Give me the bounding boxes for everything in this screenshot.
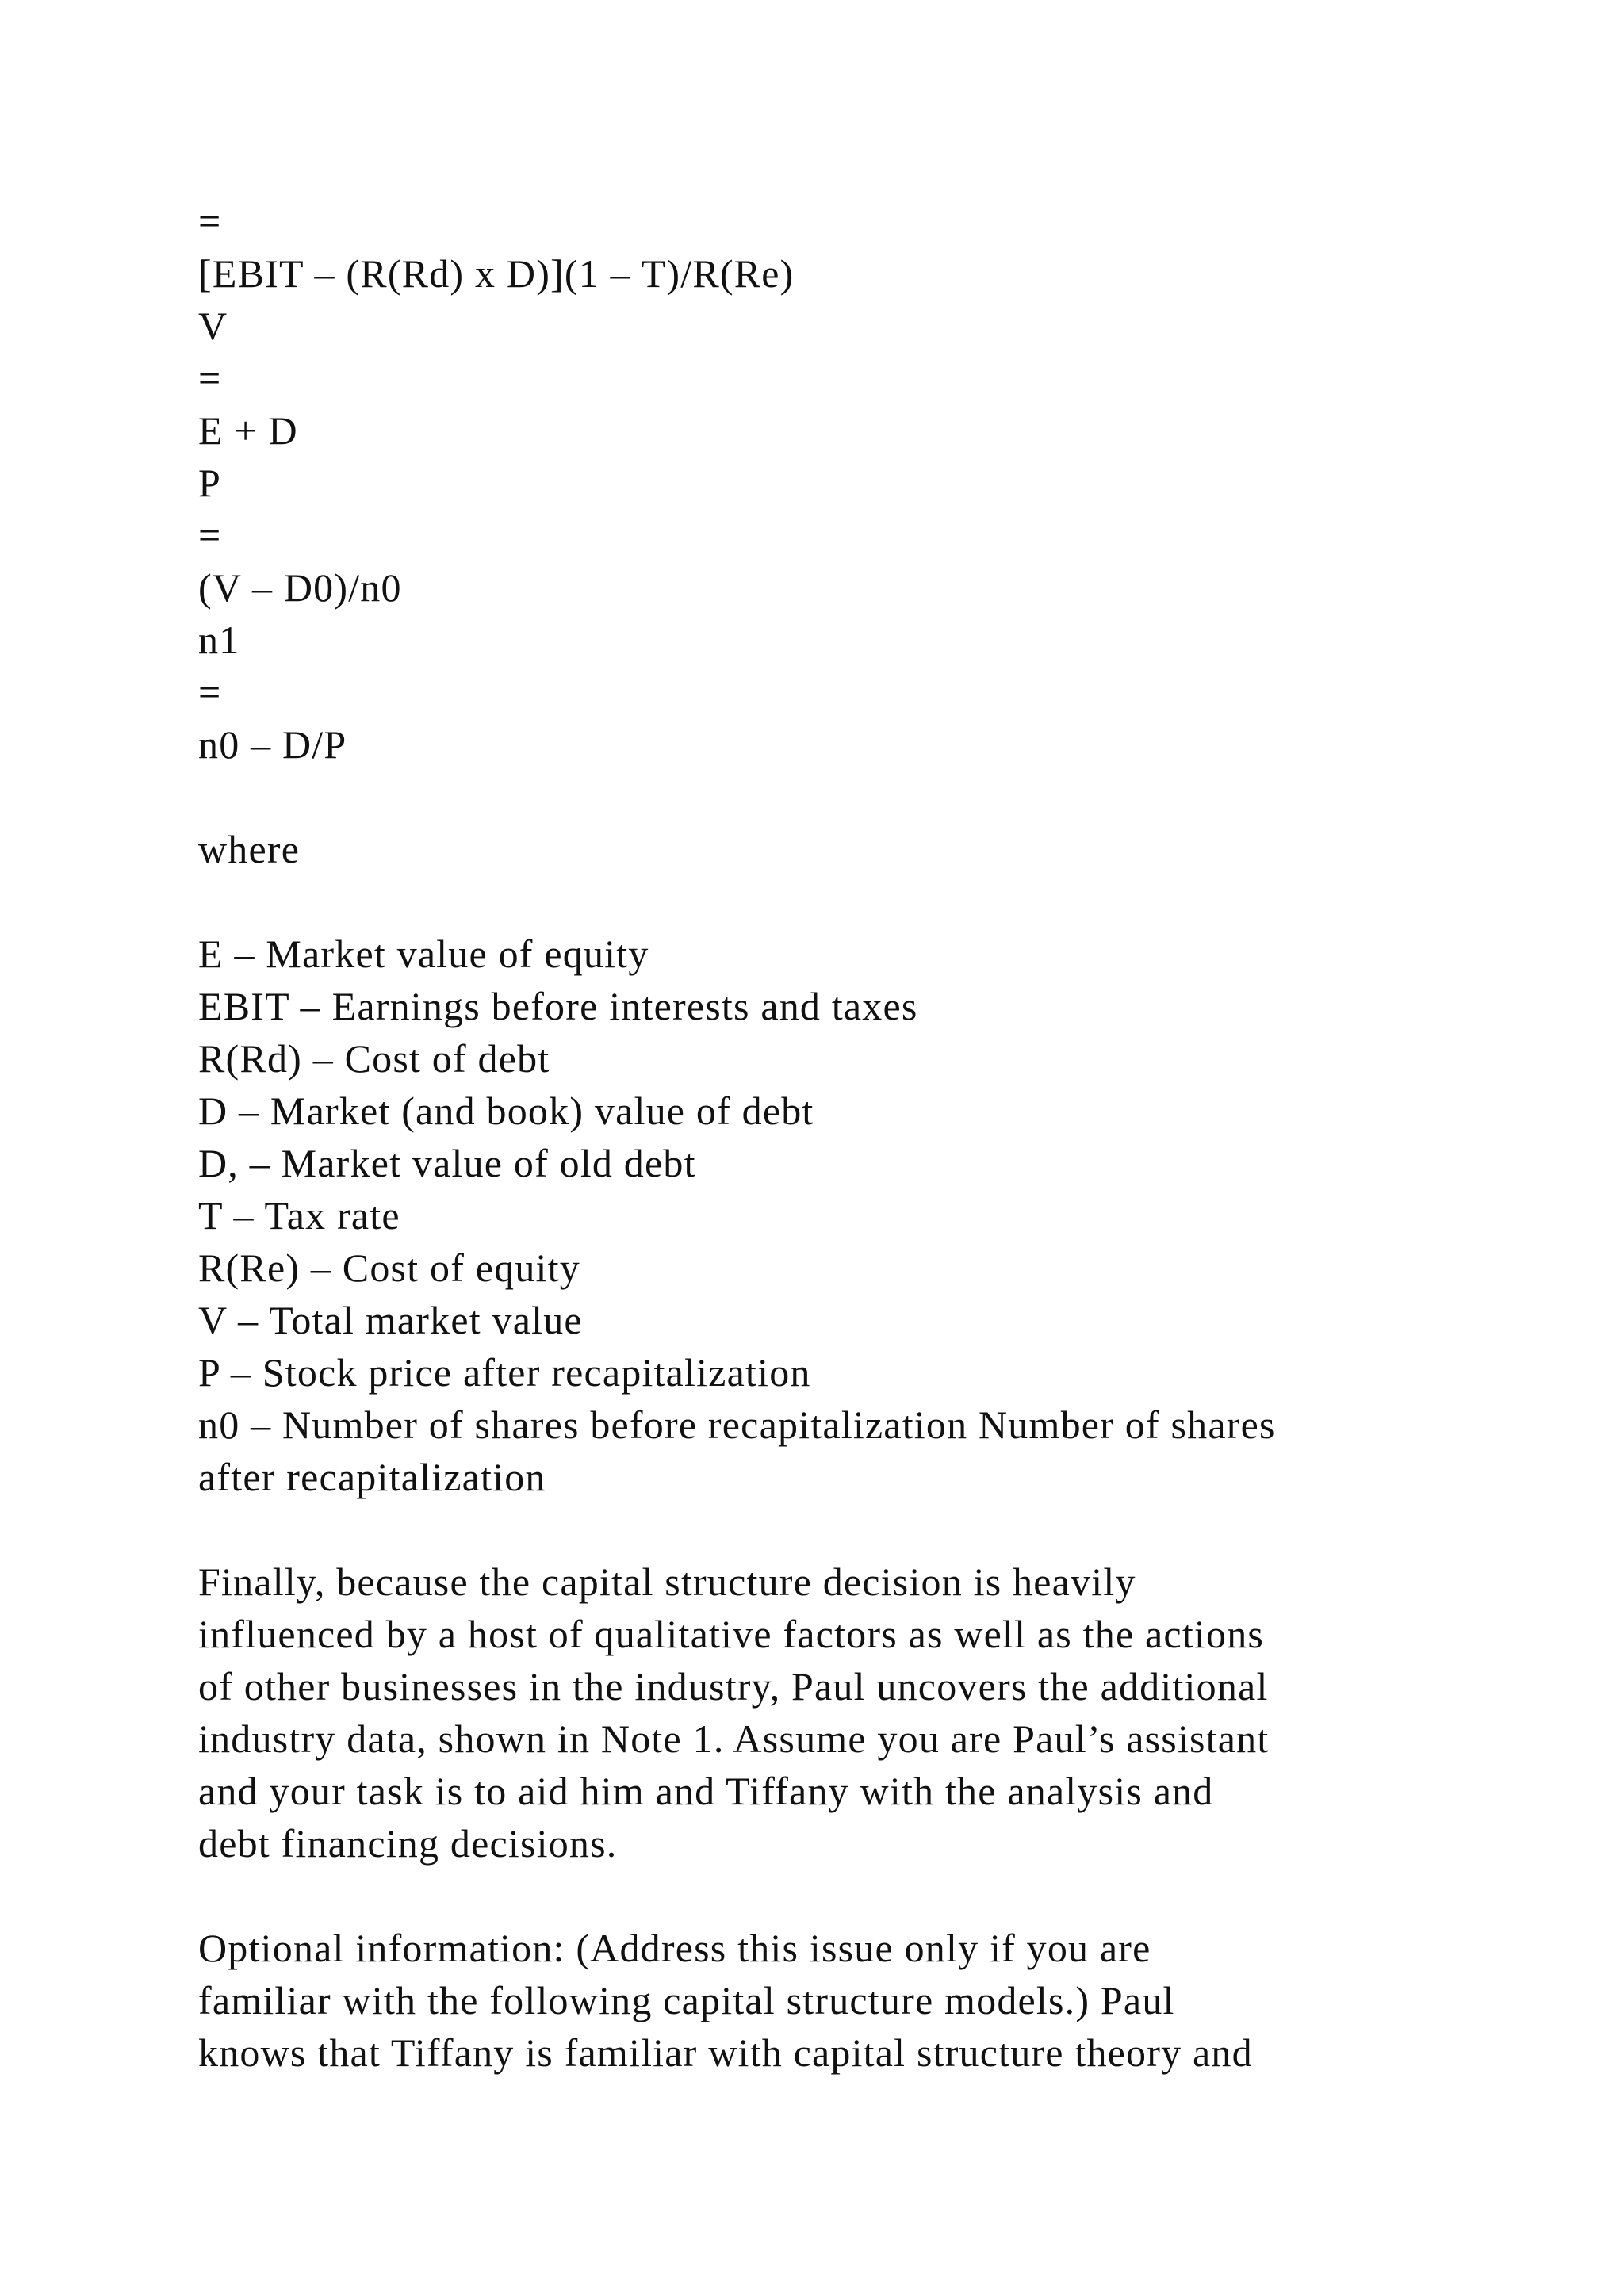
definition-item: V – Total market value xyxy=(198,1298,583,1342)
paragraph-finally xyxy=(198,1556,1515,1869)
definition-item: T – Tax rate xyxy=(198,1193,400,1238)
paragraph-line: debt financing decisions. xyxy=(198,1821,618,1866)
spacer xyxy=(198,1503,1515,1556)
definition-item: R(Rd) – Cost of debt xyxy=(198,1036,550,1081)
formula-line: V xyxy=(198,304,228,348)
definition-item: EBIT – Earnings before interests and taxes xyxy=(198,984,918,1028)
paragraph-line: influenced by a host of qualitative factors as well as the actions xyxy=(198,1612,1265,1656)
definition-item: E – Market value of equity xyxy=(198,932,649,976)
definition-item: n0 – Number of shares before recapitalization Number of shares xyxy=(198,1402,1276,1447)
paragraph-line: familiar with the following capital structure models.) Paul xyxy=(198,1978,1175,2022)
formula-line: E + D xyxy=(198,408,298,453)
definition-item: R(Re) – Cost of equity xyxy=(198,1246,580,1290)
formula-line: = xyxy=(198,670,222,714)
formula-line: n0 – D/P xyxy=(198,722,347,767)
formula-block xyxy=(198,195,1515,771)
definitions-list xyxy=(198,928,1515,1503)
formula-line: = xyxy=(198,513,222,557)
formula-line: = xyxy=(198,199,222,243)
definition-item: P – Stock price after recapitalization xyxy=(198,1350,811,1395)
formula-line: = xyxy=(198,356,222,400)
paragraph-line: Optional information: (Address this issue only if you are xyxy=(198,1926,1151,1970)
where-label: where xyxy=(198,827,301,871)
paragraph-line: of other businesses in the industry, Paul uncovers the additional xyxy=(198,1664,1269,1709)
formula-line: [EBIT – (R(Rd) x D)](1 – T)/R(Re) xyxy=(198,251,795,296)
paragraph-line: Finally, because the capital structure decision is heavily xyxy=(198,1559,1136,1604)
formula-line: n1 xyxy=(198,618,240,662)
document-body xyxy=(198,195,1515,2079)
spacer xyxy=(198,875,1515,928)
paragraph-line: knows that Tiffany is familiar with capital structure theory and xyxy=(198,2030,1253,2075)
definition-item: D – Market (and book) value of debt xyxy=(198,1089,814,1133)
definition-item: D, – Market value of old debt xyxy=(198,1141,696,1185)
spacer xyxy=(198,1869,1515,1922)
definition-item: after recapitalization xyxy=(198,1455,546,1499)
paragraph-line: and your task is to aid him and Tiffany with the analysis and xyxy=(198,1769,1214,1813)
paragraph-optional xyxy=(198,1922,1515,2079)
spacer xyxy=(198,771,1515,823)
paragraph-line: industry data, shown in Note 1. Assume you are Paul’s assistant xyxy=(198,1716,1270,1761)
formula-line: P xyxy=(198,461,222,505)
formula-line: (V – D0)/n0 xyxy=(198,565,402,610)
